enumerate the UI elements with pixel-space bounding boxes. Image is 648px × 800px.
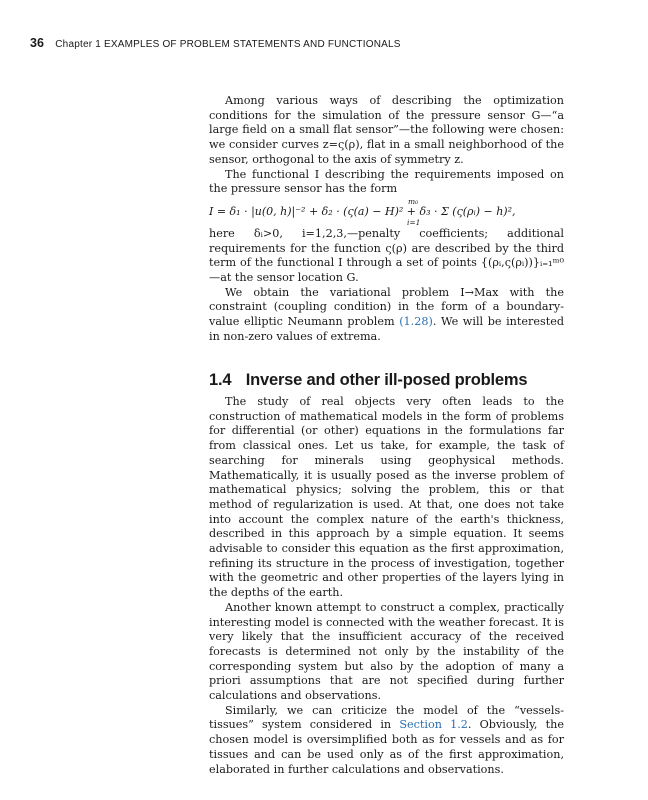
sum-upper-limit: m₀	[407, 196, 419, 206]
section-heading	[209, 371, 527, 390]
section-title: Inverse and other ill-posed problems	[245, 371, 528, 389]
paragraph-penalty-coefficients: here δᵢ>0, i=1,2,3,—penalty coefficients; additional requirements for the function ς(ρ) are described by the third term of the functional I through a set of points {(ρᵢ,ς(ρᵢ))}ᵢ₌₁ᵐ⁰—at the sensor location G.	[209, 226, 564, 285]
paragraph-functional-intro: The functional I describing the requirements imposed on the pressure sensor has the form	[209, 167, 564, 196]
running-header	[30, 37, 401, 51]
section-reference-link[interactable]: Section 1.2	[399, 718, 468, 732]
paragraph-vessels-tissues	[209, 704, 564, 778]
text-block-sensor	[209, 94, 564, 345]
chapter-title: Chapter 1 EXAMPLES OF PROBLEM STATEMENTS AND FUNCTIONALS	[55, 39, 401, 50]
vessels-text-start: Similarly, we can criticize the model of the “vessels-tissues” system considered in	[209, 703, 564, 732]
equation-reference-link[interactable]: (1.28)	[399, 315, 433, 329]
section-number: 1.4	[209, 371, 232, 389]
functional-equation	[209, 197, 564, 227]
vessels-text-end: . Obviously, the chosen model is oversimplified both as for vessels and as for tissues and can be used only as of the first approximation, elaborated in further calculations and observations.	[209, 718, 564, 776]
paragraph-sensor-intro: Among various ways of describing the optimization conditions for the simulation of the pressure sensor G—“a large field on a small flat sensor”—the following were chosen: we consider curves z=ς(ρ), flat in a small neighborhood of the sensor, orthogonal to the axis of symmetry z.	[209, 94, 564, 166]
sum-lower-limit: i=1	[407, 217, 421, 227]
variational-text-end: . We will be interested in non-zero values of extrema.	[209, 315, 564, 343]
variational-text-start: We obtain the variational problem I→Max with the constraint (coupling condition) in the form of a boundary-value elliptic Neumann problem	[209, 285, 564, 329]
paragraph-variational-problem	[209, 286, 564, 345]
equation-text: I = δ₁ · |u(0, h)|⁻² + δ₂ · (ς(a) − H)² + δ₃ · Σ (ς(ρᵢ) − h)²,	[209, 204, 516, 218]
paragraph-weather-forecast: Another known attempt to construct a complex, practically interesting model is connected with the weather forecast. It is very likely that the insufficient accuracy of the received forecasts is determined not only by the instability of the corresponding system but also by the adoption of many a priori assumptions that are not specified during further calculations and observations.	[209, 600, 564, 703]
text-block-inverse-problems	[209, 395, 564, 777]
page-number: 36	[30, 36, 45, 50]
paragraph-real-objects: The study of real objects very often leads to the construction of mathematical models in the form of problems for differential (or other) equations in the formulations far from classical ones. Let us take, for example, the task of searching for minerals using geophysical methods. Mathematically, it is usually posed as the inverse problem of mathematical physics; solving the problem, this or that method of regularization is used. At that, one does not take into account the complex nature of the earth's thickness, described in this approach by a simple equation. It seems advisable to consider this equation as the first approximation, refining its structure in the process of investigation, together with the geometric and other properties of the layers lying in the depths of the earth.	[209, 395, 564, 600]
